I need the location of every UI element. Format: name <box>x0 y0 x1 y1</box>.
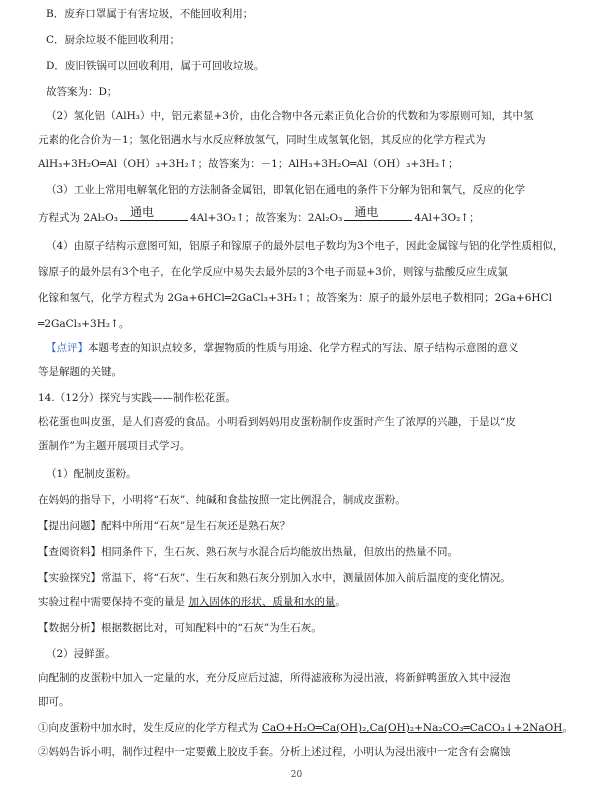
part2-equation: AlH₃+3H₂O═Al（OH）₃+3H₂↑；故答案为：－1；AlH₃+3H₂O═Al（OH）₃+3H₂↑； <box>38 158 459 170</box>
q14-part2-line1: 向配制的皮蛋粉中加入一定量的水，充分反应后过滤，所得滤液称为浸出液，将新鲜鸭蛋放入其中浸泡 <box>38 672 511 684</box>
comment-line1 <box>46 340 566 356</box>
eq3-products: 4Al+3O₂↑；故答案为：2Al₂O₃ <box>190 212 343 224</box>
option-c: C．厨余垃圾不能回收利用； <box>46 34 181 46</box>
part4-line1: （4）由原子结构示意图可知，铝原子和镓原子的最外层电子数均为3个电子，因此金属镓与铝的化学性质相似， <box>46 240 564 252</box>
q14-part1-text: 在妈妈的指导下，小明将“石灰”、纯碱和食盐按照一定比例混合，制成皮蛋粉。 <box>38 494 406 506</box>
part4-line2: 镓原子的最外层有3个电子，在化学反应中易失去最外层的3个电子而显+3价，则镓与盐酸反应生成氯 <box>38 266 508 278</box>
part2-line2: 元素的化合价为－1；氢化铝遇水与水反应释放氢气，同时生成氢氧化铝，其反应的化学方程式为 <box>38 134 486 146</box>
part2-line1: （2）氢化铝（AlH₃）中，铝元素显+3价，由化合物中各元素正负化合价的代数和为零原则可知，其中氢 <box>46 110 534 122</box>
q14-question: 【提出问题】配料中所用“石灰”是生石灰还是熟石灰？ <box>38 520 291 532</box>
q14-part2-title: （2）浸鲜蛋。 <box>46 648 116 660</box>
eq3-suffix: 4Al+3O₂↑； <box>414 212 480 224</box>
q14-eq-suffix: 。 <box>562 722 573 734</box>
q14-constant-answer: 加入固体的形状、质量和水的量 <box>188 596 336 608</box>
q14-constant-line <box>38 594 558 610</box>
question-14-title: 14.（12分）探究与实践——制作松花蛋。 <box>38 392 237 404</box>
q14-constant-prefix: 实验过程中需要保持不变的量是 <box>38 596 185 608</box>
part3-equation <box>38 205 558 226</box>
q14-intro-line1: 松花蛋也叫皮蛋，是人们喜爱的食品。小明看到妈妈用皮蛋粉制作皮蛋时产生了浓厚的兴趣，于是以“皮 <box>38 416 516 428</box>
option-d: D．废旧铁锅可以回收利用，属于可回收垃圾。 <box>46 60 265 72</box>
comment-line2: 等是解题的关键。 <box>38 366 122 378</box>
q14-glove-line: ②妈妈告诉小明，制作过程中一定要戴上胶皮手套。分析上述过程，小明认为浸出液中一定含有会腐蚀 <box>38 746 511 758</box>
part3-line1: （3）工业上常用电解氧化铝的方法制备金属铝，即氧化铝在通电的条件下分解为铝和氧气，反应的化学 <box>46 184 526 196</box>
part4-line3: 化镓和氢气，化学方程式为 2Ga+6HCl═2GaCl₃+3H₂↑；故答案为：原子的最外层电子数相同；2Ga+6HCl <box>38 292 552 304</box>
q14-part2-line2: 即可。 <box>38 696 70 708</box>
electrolysis-label-2: 通电 <box>354 205 379 219</box>
q14-intro-line2: 蛋制作”为主题开展项目式学习。 <box>38 440 191 452</box>
answer-1: 故答案为：D； <box>46 86 118 98</box>
eq3-prefix: 方程式为 2Al₂O₃ <box>38 212 118 224</box>
part4-line4: ═2GaCl₃+3H₂↑。 <box>38 318 130 330</box>
q14-eq-prefix: ①向皮蛋粉中加水时，发生反应的化学方程式为 <box>38 722 259 734</box>
q14-reference: 【查阅资料】相同条件下，生石灰、熟石灰与水混合后均能放出热量，但放出的热量不同。 <box>38 546 458 558</box>
q14-analysis: 【数据分析】根据数据比对，可知配料中的“石灰”为生石灰。 <box>38 622 322 634</box>
electrolysis-label: 通电 <box>130 205 155 219</box>
comment-text: 本题考查的知识点较多，掌握物质的性质与用途、化学方程式的写法、原子结构示意图的意义 <box>88 342 519 354</box>
electrolysis-arrow-2 <box>342 205 414 226</box>
q14-eq-answer: CaO+H₂O═Ca(OH)₂,Ca(OH)₂+Na₂CO₃═CaCO₃↓+2NaOH <box>261 722 563 734</box>
page-number: 20 <box>290 770 303 780</box>
q14-experiment: 【实验探究】常温下，将“石灰”、生石灰和熟石灰分别加入水中，测量固体加入前后温度的变化情况。 <box>38 572 511 584</box>
option-b: B．废弃口罩属于有害垃圾，不能回收利用； <box>46 8 254 20</box>
q14-equation-line <box>38 720 573 736</box>
comment-tag: 【点评】 <box>46 342 88 354</box>
q14-constant-suffix: 。 <box>335 596 346 608</box>
electrolysis-arrow <box>118 205 190 226</box>
q14-part1-title: （1）配制皮蛋粉。 <box>46 468 137 480</box>
